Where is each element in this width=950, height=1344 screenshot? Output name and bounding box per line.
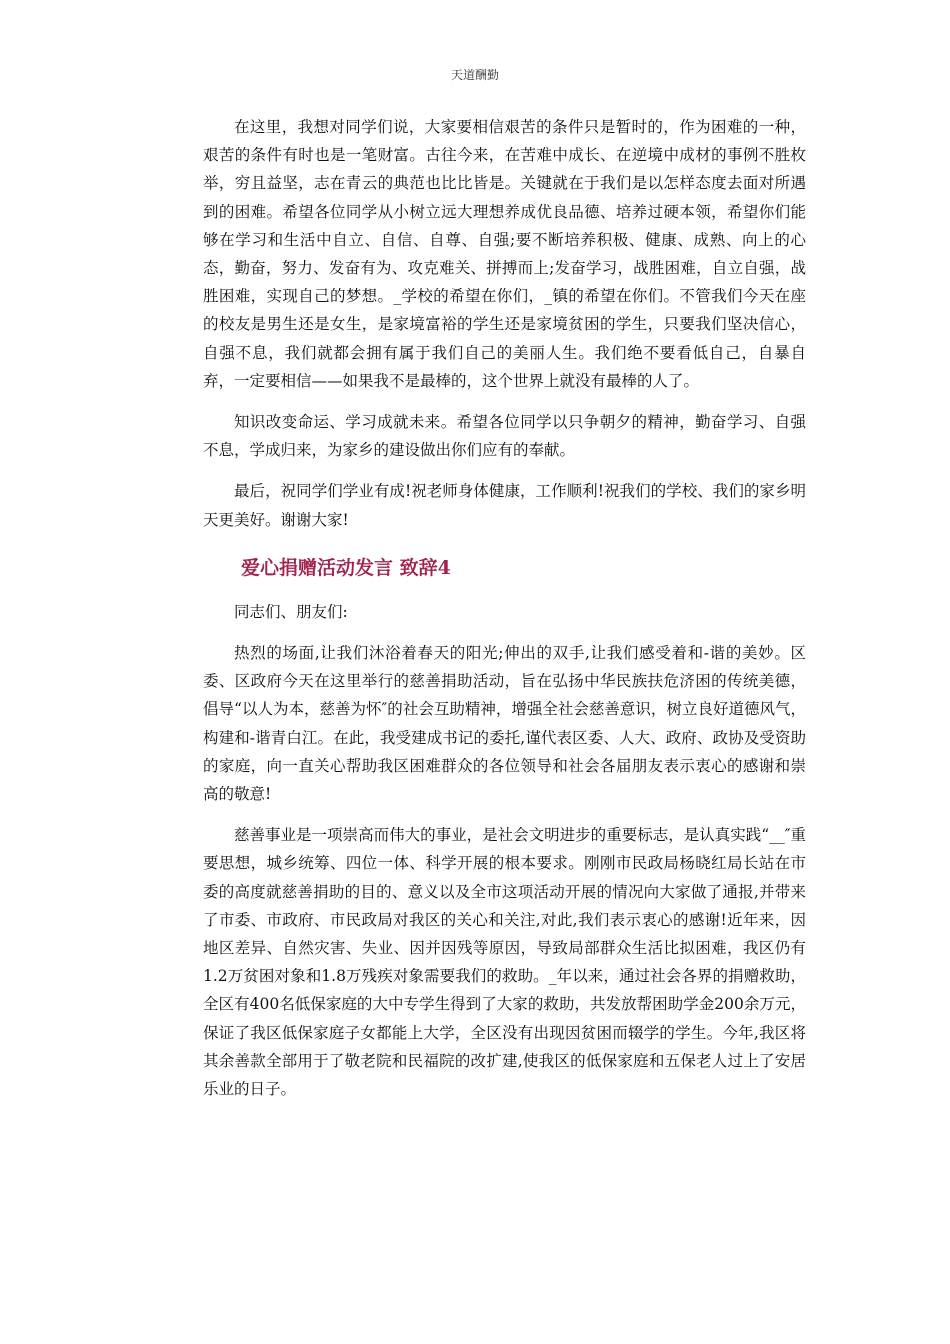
paragraph-encouragement: 在这里，我想对同学们说，大家要相信艰苦的条件只是暂时的，作为困难的一种，艰苦的条件有时也是一笔财富。古往今来，在苦难中成长、在逆境中成材的事例不胜枚举，穷且益坚，志在青云的典范也比比皆是。关键就在于我们是以怎样态度去面对所遇到的困难。希望各位同学从小树立远大理想养成优良品德、培养过硬本领，希望你们能够在学习和生活中自立、自信、自尊、自强;要不断培养积极、健康、成熟、向上的心态，勤奋，努力、发奋有为、攻克难关、拼搏而上;发奋学习，战胜困难，自立自强，战胜困难，实现自己的梦想。_学校的希望在你们，_镇的希望在你们。不管我们今天在座的校友是男生还是女生，是家境富裕的学生还是家境贫困的学生，只要我们坚决信心，自强不息，我们就都会拥有属于我们自己的美丽人生。我们绝不要看低自己，自暴自弃，一定要相信——如果我不是最棒的，这个世界上就没有最棒的人了。 xyxy=(203,118,806,390)
section-heading: 爱心捐赠活动发言 致辞4 xyxy=(241,556,451,579)
document-body xyxy=(203,113,806,1103)
paragraph-opening: 热烈的场面,让我们沐浴着春天的阳光;伸出的双手,让我们感受着和-谐的美妙。区委、区政府今天在这里举行的慈善捐助活动，旨在弘扬中华民族扶危济困的传统美德，倡导“以人为本，慈善为怀″的社会互助精神，增强全社会慈善意识，树立良好道德风气，构建和-谐青白江。在此，我受建成书记的委托,谨代表区委、人大、政府、政协及受资助的家庭，向一直关心帮助我区困难群众的各位领导和社会各届朋友表示衷心的感谢和崇高的敬意! xyxy=(203,644,806,804)
paragraph-closing: 最后，祝同学们学业有成!祝老师身体健康，工作顺利!祝我们的学校、我们的家乡明天更美好。谢谢大家! xyxy=(203,482,806,529)
paragraph-greeting: 同志们、朋友们: xyxy=(234,602,348,621)
paragraph-knowledge: 知识改变命运、学习成就未来。希望各位同学以只争朝夕的精神，勤奋学习、自强不息，学成归来，为家乡的建设做出你们应有的奉献。 xyxy=(203,413,806,460)
paragraph-charity: 慈善事业是一项崇高而伟大的事业，是社会文明进步的重要标志，是认真实践“__″重要思想，城乡统筹、四位一体、科学开展的根本要求。刚刚市民政局杨晓红局长站在市委的高度就慈善捐助的目的、意义以及全市这项活动开展的情况向大家做了通报,并带来了市委、市政府、市民政局对我区的关心和关注,对此,我们表示衷心的感谢!近年来，因地区差异、自然灾害、失业、因并因残等原因，导致局部群众生活比拟困难，我区仍有1.2万贫困对象和1.8万残疾对象需要我们的救助。_年以来，通过社会各界的捐赠救助，全区有400名低保家庭的大中专学生得到了大家的救助，共发放帮困助学金200余万元，保证了我区低保家庭子女都能上大学，全区没有出现因贫困而辍学的学生。今年,我区将其余善款全部用于了敬老院和民福院的改扩建,使我区的低保家庭和五保老人过上了安居乐业的日子。 xyxy=(203,826,806,1099)
page-header: 天道酬勤 xyxy=(450,68,499,82)
